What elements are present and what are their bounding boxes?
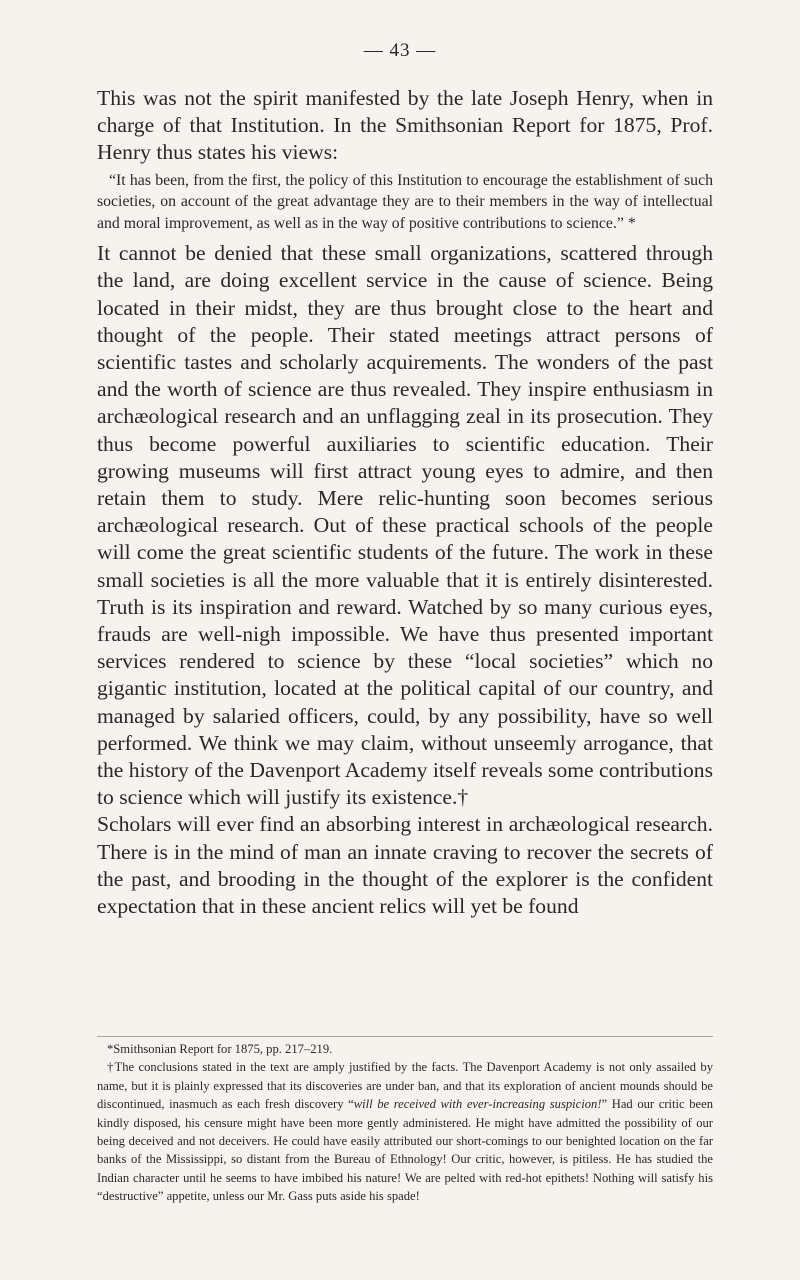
paragraph-local-societies: It cannot be denied that these small organizations, scattered through the land, are doing excellent service in the cause of science. Being located in their midst, they are thus brought close to the heart and thought of the people. Their stated meetings attract persons of scientific tastes and scholarly acquirements. The wonders of the past and the worth of science are thus revealed. They inspire enthusiasm in archæological research and an unflagging zeal in its prosecution. They thus become powerful auxiliaries to scientific education. Their growing museums will first attract young eyes to admire, and then retain them to study. Mere relic-hunting soon becomes serious archæological research. Out of these practical schools of the people will come the great scientific students of the future. The work in these small societies is all the more valuable that it is entirely disinterested. Truth is its inspiration and reward. Watched by so many curious eyes, frauds are well-nigh impossible. We have thus presented important services rendered to science by these “local societies” which no gigantic institution, located at the political capital of our country, and managed by salaried officers, could, by any possibility, have so well performed. We think we may claim, without unseemly arrogance, that the history of the Davenport Academy itself reveals some contributions to science which will justify its existence.† (97, 241, 713, 810)
footnote-conclusions (97, 1058, 713, 1205)
main-text (97, 85, 713, 920)
footnote-smithsonian: *Smithsonian Report for 1875, pp. 217–219. (107, 1042, 333, 1056)
footnote-divider (97, 1036, 713, 1037)
paragraph-henry-intro: This was not the spirit manifested by the late Joseph Henry, when in charge of that Institution. In the Smithsonian Report for 1875, Prof. Henry thus states his views: (97, 86, 713, 165)
page-number: — 43 — (363, 40, 437, 61)
footnote-conclusions-rest: ” Had our critic been kindly disposed, his censure might have been more gently administered. He might have admitted the possibility of our being deceived and not deceivers. He could have easily attributed our short-comings to our benighted location on the far banks of the Mississippi, so distant from the Bureau of Ethnology! Our critic, however, is pitiless. He has studied the Indian character until he seems to have imbibed his nature! We are pelted with red-hot epithets! Nothing will satisfy his “destructive” appetite, unless our Mr. Gass puts aside his spade! (97, 1097, 713, 1204)
footnotes (97, 1040, 713, 1206)
footnote-conclusions-italic: will be received with ever-increasing suspicion! (353, 1097, 602, 1112)
henry-quotation: “It has been, from the first, the policy of this Institution to encourage the establishment of such societies, on account of the great advantage they are to their members in the way of intellectual and moral improvement, as well as in the way of positive contributions to science.” * (97, 171, 713, 232)
footnote-conclusions-text: †The conclusions stated in the text are amply justified by the facts. The Davenport Academy is not only assailed by name, but it is plainly expressed that its discoveries are under ban, and that its exploration of ancient mounds should be discontinued, inasmuch as each fresh discovery “ (97, 1060, 713, 1112)
paragraph-scholars: Scholars will ever find an absorbing interest in archæological research. There is in the mind of man an innate craving to recover the secrets of the past, and brooding in the thought of the explorer is the confident expectation that in these ancient relics will yet be found (97, 812, 713, 918)
